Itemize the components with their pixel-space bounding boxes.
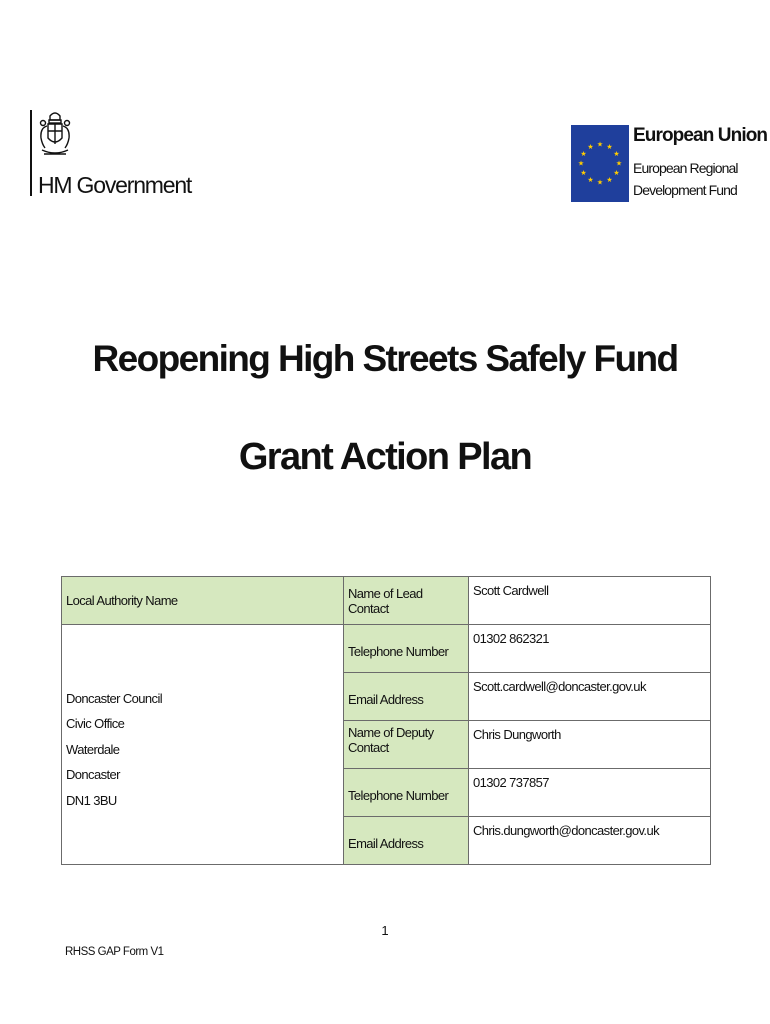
- deputy-contact-label: Name of Deputy Contact: [344, 721, 469, 769]
- lead-email-label: Email Address: [344, 673, 469, 721]
- eu-star-icon: ★: [606, 176, 613, 184]
- hm-government-text: HM Government: [38, 172, 192, 198]
- eu-star-icon: ★: [613, 170, 620, 177]
- lead-contact-value: Scott Cardwell: [469, 577, 711, 625]
- table-row: [62, 577, 711, 625]
- eu-star-icon: ★: [587, 176, 594, 184]
- hm-government-logo: [30, 110, 192, 200]
- eu-star-icon: ★: [596, 141, 604, 149]
- deputy-email-label: Email Address: [344, 817, 469, 865]
- deputy-telephone-label: Telephone Number: [344, 769, 469, 817]
- lead-telephone-value: 01302 862321: [469, 625, 711, 673]
- eu-subtitle-line-1: European Regional: [633, 160, 738, 176]
- eu-subtitle-line-2: Development Fund: [633, 182, 737, 198]
- document-title: Reopening High Streets Safely Fund: [92, 338, 678, 379]
- eu-regional-fund-logo: [571, 125, 768, 205]
- lead-email-value: Scott.cardwell@doncaster.gov.uk: [469, 673, 711, 721]
- footer-form-version: RHSS GAP Form V1: [65, 946, 164, 958]
- royal-crest-icon: [38, 110, 72, 164]
- eu-star-icon: ★: [606, 144, 613, 152]
- deputy-contact-value: Chris Dungworth: [469, 721, 711, 769]
- address-line: Doncaster Council: [66, 690, 163, 706]
- address-line: Civic Office: [66, 716, 125, 732]
- eu-star-icon: ★: [615, 160, 623, 168]
- lead-telephone-label: Telephone Number: [344, 625, 469, 673]
- deputy-telephone-value: 01302 737857: [469, 769, 711, 817]
- document-subtitle: Grant Action Plan: [238, 436, 532, 478]
- eu-star-icon: ★: [613, 151, 620, 158]
- eu-title: European Union: [633, 125, 768, 146]
- eu-star-icon: ★: [577, 160, 585, 168]
- page-number: 1: [381, 923, 389, 938]
- lead-contact-label: Name of Lead Contact: [344, 577, 469, 625]
- eu-star-icon: ★: [580, 170, 587, 177]
- address-line: DN1 3BU: [66, 792, 117, 808]
- eu-star-icon: ★: [580, 151, 587, 158]
- local-authority-address: [62, 625, 344, 865]
- logo-divider: [30, 110, 32, 196]
- address-line: Doncaster: [66, 767, 120, 783]
- local-authority-label: Local Authority Name: [62, 577, 344, 625]
- table-row: [62, 625, 711, 673]
- eu-star-icon: ★: [596, 179, 604, 187]
- eu-star-icon: ★: [587, 144, 594, 152]
- eu-flag-icon: [571, 125, 629, 202]
- contact-table: [61, 576, 711, 865]
- deputy-email-value: Chris.dungworth@doncaster.gov.uk: [469, 817, 711, 865]
- address-line: Waterdale: [66, 741, 120, 757]
